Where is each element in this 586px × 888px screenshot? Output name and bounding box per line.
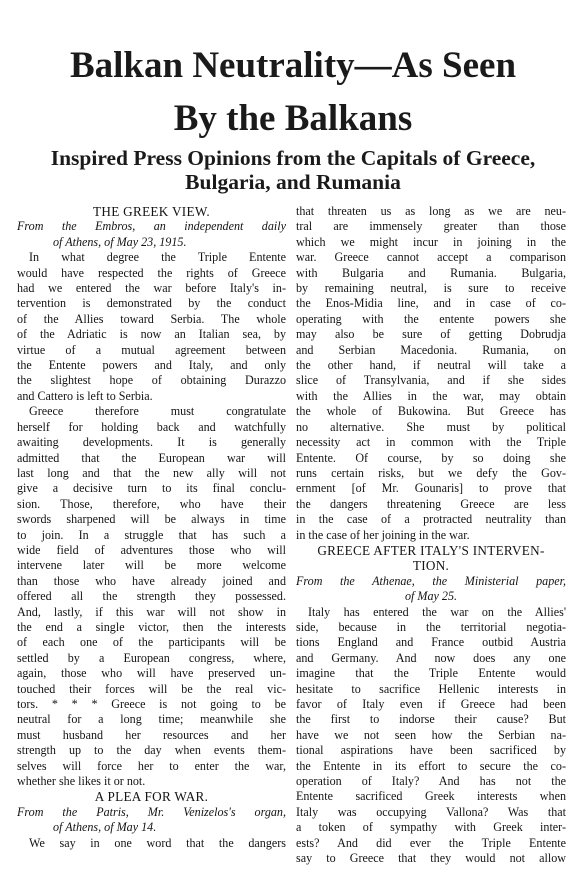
text-line: We say in one word that the dangers <box>29 835 286 850</box>
text-line: Greece therefore must congratulate <box>29 404 286 419</box>
text-line: wide field of adventures those who will <box>17 542 286 557</box>
article-subtitle-line-2: Bulgaria, and Rumania <box>185 170 401 194</box>
text-line: to join. In a struggle that has such a <box>17 527 286 542</box>
text-line: slice of Transylvania, and if she sides <box>296 373 566 388</box>
text-line: Italy has entered the war on the Allies' <box>308 604 566 619</box>
article-title-line-2: By the Balkans <box>173 98 413 139</box>
text-line: say to Greece that they would not allow <box>296 851 566 866</box>
text-line: settled by a European congress, where, <box>17 650 286 665</box>
text-line: strength up to the day when events them- <box>17 743 286 758</box>
text-line: the other hand, if neutral will take a <box>296 358 566 373</box>
section-heading: TION. <box>412 558 450 574</box>
text-line: tors. * * * Greece is not going to be <box>17 697 286 711</box>
text-line: and Cattero is left to Serbia. <box>17 388 153 403</box>
article-subtitle-line-1: Inspired Press Opinions from the Capitals of Greece, <box>50 146 536 170</box>
text-line: runs certain risks, but we defy the Gov- <box>296 465 566 480</box>
text-line: and Germany. And now does any one <box>296 650 566 665</box>
text-line: herself for holding back and watchfully <box>17 419 286 434</box>
text-line: the first to indorse their cause? But <box>296 712 566 727</box>
text-line: the Entente in its effort to secure the co- <box>296 758 566 773</box>
source-citation: of May 25. <box>404 589 458 604</box>
source-citation: From the Embros, an independent daily <box>17 219 286 234</box>
text-line: operation of Italy? And has not the <box>296 774 566 789</box>
text-line: give a decisive turn to its final conclu- <box>17 481 286 496</box>
text-line: offered all the strength they possessed. <box>17 589 286 604</box>
source-citation: of Athens, of May 23, 1915. <box>53 234 187 249</box>
text-line: war. Greece cannot accept a comparison <box>296 250 566 265</box>
text-line: in the case of her joining in the war. <box>296 527 470 542</box>
text-line: intervene later will be more welcome <box>17 558 286 573</box>
text-line: neutral for a long time; meanwhile she <box>17 712 286 727</box>
text-line: necessity act in common with the Triple <box>296 435 566 450</box>
text-line: a token of sympathy with Greek inter- <box>296 820 566 835</box>
text-line: the slightest hope of obtaining Durazzo <box>17 373 286 388</box>
left-text-column <box>17 204 286 851</box>
right-text-column <box>296 204 566 866</box>
text-line: ernment [of Mr. Gounaris] to prove that <box>296 481 566 496</box>
text-line: ests? And did ever the Triple Entente <box>296 835 566 850</box>
text-line: by remaining neutral, is sure to receive <box>296 281 566 296</box>
text-line: with the Allies in the war, may obtain <box>296 388 566 403</box>
text-line: last long and that the new ally will not <box>17 465 286 480</box>
text-line: favor of Italy even if Greece had been <box>296 697 566 711</box>
text-line: the whole of Bukowina. But Greece has <box>296 404 566 419</box>
text-line: virtue of a mutual agreement between <box>17 342 286 357</box>
text-line: have we not seen how the Serbian na- <box>296 727 566 742</box>
text-line: the Enos-Midia line, and in case of co- <box>296 296 566 311</box>
text-line: imagine that the Triple Entente would <box>296 666 566 681</box>
text-line: admitted that the European war will <box>17 450 286 465</box>
text-line: And, lastly, if this war will not show in <box>17 604 286 619</box>
text-line: tervention is demonstrated by the conduct <box>17 296 286 311</box>
text-line: may also be sure of getting Dobrudja <box>296 327 566 342</box>
text-line: operating with the entente powers she <box>296 311 566 326</box>
source-citation: From the Patris, Mr. Venizelos's organ, <box>17 804 286 819</box>
text-line: Italy was occupying Vallona? Was that <box>296 804 566 819</box>
text-line: in the case of a protracted neutrality than <box>296 512 566 527</box>
text-line: In what degree the Triple Entente <box>29 250 286 265</box>
text-line: touched their forces will be the real vic- <box>17 681 286 696</box>
text-line: would have respected the rights of Greece <box>17 265 286 280</box>
text-line: of the Adriatic is now an Italian sea, by <box>17 327 286 342</box>
text-line: sion. Those, therefore, who have their <box>17 496 286 511</box>
text-line: the Entente powers and Italy, and only <box>17 358 286 373</box>
article-title-line-1: Balkan Neutrality—As Seen <box>69 45 517 86</box>
text-line: the dangers threatening Greece are less <box>296 496 566 511</box>
section-heading: A PLEA FOR WAR. <box>94 789 209 805</box>
text-line: no alternative. She must by political <box>296 419 566 434</box>
text-line: the end a single victor, then the interests <box>17 619 286 634</box>
text-line: again, those who will have preserved un- <box>17 666 286 681</box>
text-line: had we entered the war before Italy's in- <box>17 281 286 296</box>
text-line: Entente. Of course, by so doing she <box>296 450 566 465</box>
text-line: selves will force her to enter the war, <box>17 758 286 773</box>
text-line: tional aspirations have been sacrificed by <box>296 743 566 758</box>
text-line: tral are immensely greater than those <box>296 219 566 234</box>
text-line: hesitate to sacrifice Hellenic interests in <box>296 681 566 696</box>
text-line: tions England and France outbid Austria <box>296 635 566 650</box>
text-line: of each one of the participants will be <box>17 635 286 650</box>
text-line: whether she likes it or not. <box>17 774 146 789</box>
section-heading: GREECE AFTER ITALY'S INTERVEN- <box>317 542 545 558</box>
text-line: of the Allies toward Serbia. The whole <box>17 311 286 326</box>
text-line: Entente sacrificed Greek interests when <box>296 789 566 804</box>
text-line: which we might incur in joining in the <box>296 234 566 249</box>
text-line: awaiting developments. It is generally <box>17 435 286 450</box>
source-citation: of Athens, of May 14. <box>53 820 157 835</box>
text-line: that threaten us as long as we are neu- <box>296 204 566 218</box>
text-line: with Bulgaria and Rumania. Bulgaria, <box>296 265 566 280</box>
source-citation: From the Athenae, the Ministerial paper, <box>296 573 566 588</box>
text-line: than those who have already joined and <box>17 573 286 588</box>
text-line: swords sharpened will be always in time <box>17 512 286 527</box>
section-heading: THE GREEK VIEW. <box>93 204 210 219</box>
text-line: side, because in the territorial negotia- <box>296 619 566 634</box>
text-line: must husband her resources and her <box>17 727 286 742</box>
text-line: and Serbian Macedonia. Rumania, on <box>296 342 566 357</box>
